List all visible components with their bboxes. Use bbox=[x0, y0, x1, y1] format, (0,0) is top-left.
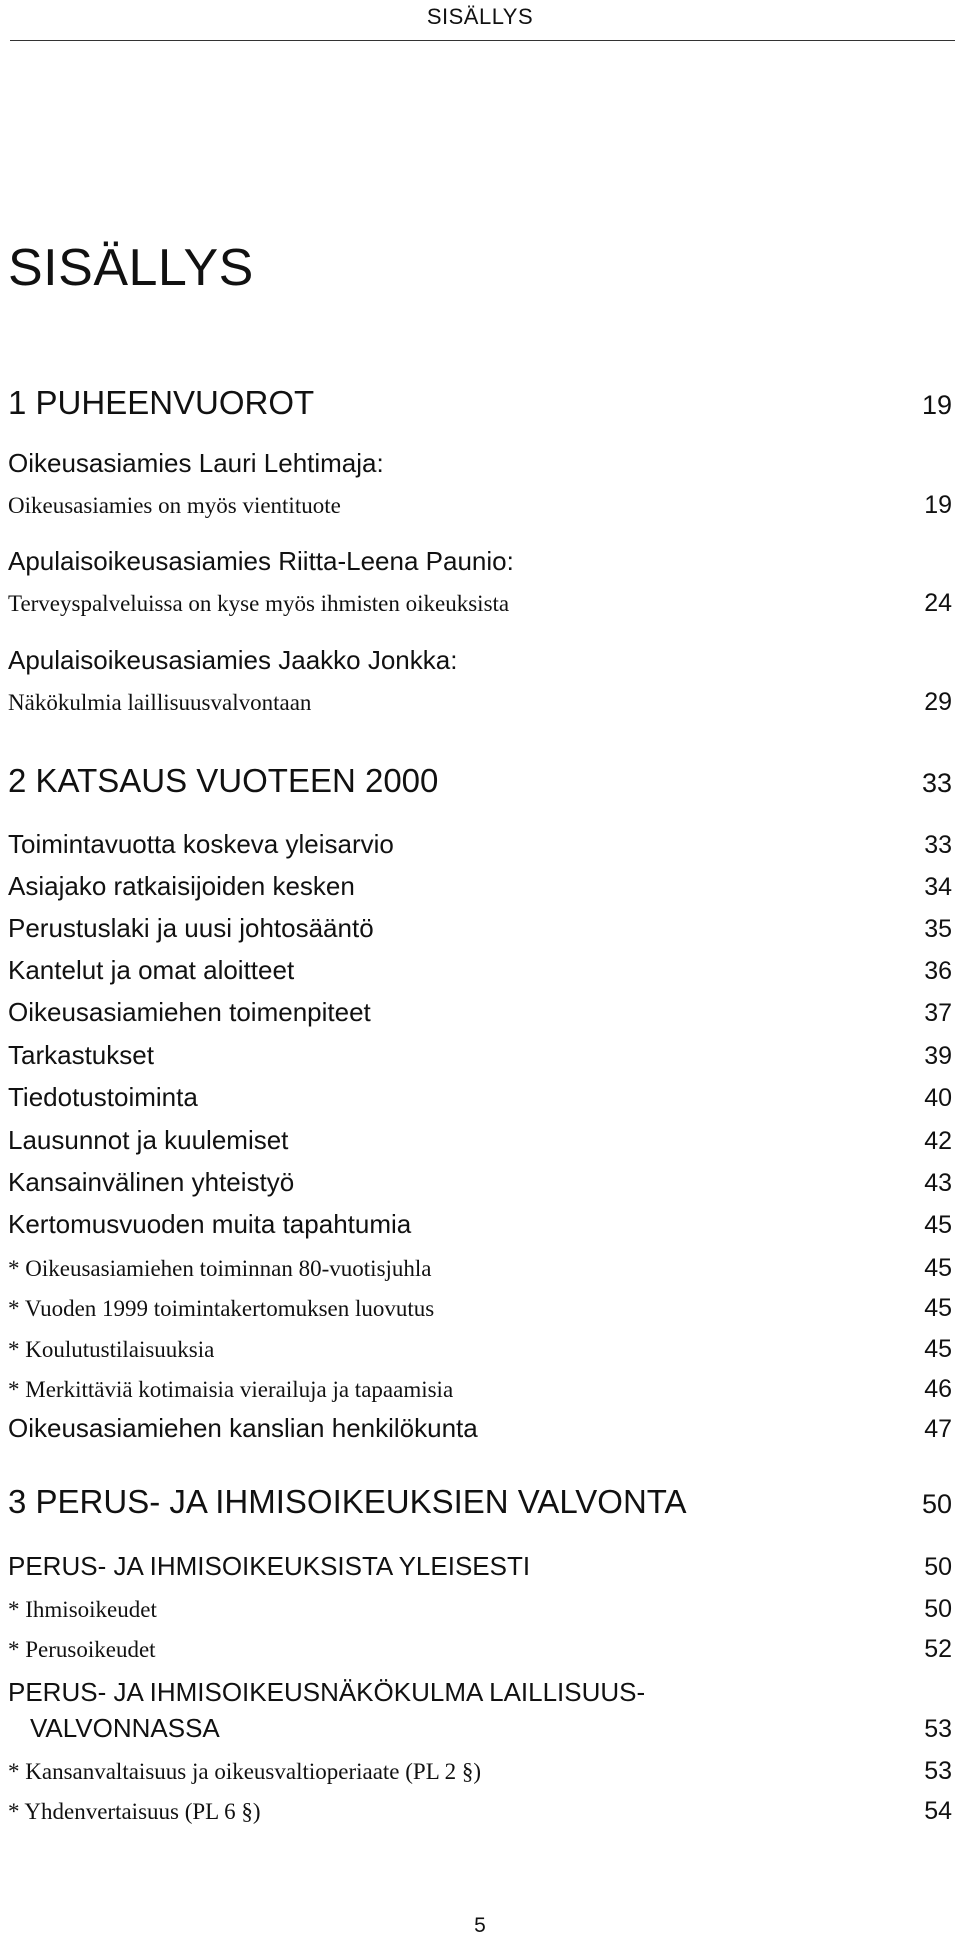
toc-subentry[interactable] bbox=[8, 1797, 952, 1826]
toc-page-number: 45 bbox=[924, 1254, 952, 1282]
toc-page-number: 35 bbox=[924, 915, 952, 943]
toc-page-number: 50 bbox=[921, 1489, 952, 1519]
toc-page-number: 45 bbox=[924, 1294, 952, 1322]
toc-subentry[interactable] bbox=[8, 1294, 952, 1323]
toc-entry-text: * Perusoikeudet bbox=[8, 1637, 156, 1662]
toc-entry-text: Lausunnot ja kuulemiset bbox=[8, 1125, 289, 1155]
toc-entry-text: Perustuslaki ja uusi johtosääntö bbox=[8, 913, 374, 943]
toc-entry[interactable] bbox=[8, 1082, 952, 1113]
toc-page-number: 33 bbox=[921, 768, 952, 798]
toc-entry-text: * Koulutustilaisuuksia bbox=[8, 1337, 215, 1362]
toc-entry-text: * Vuoden 1999 toimintakertomuksen luovutus bbox=[8, 1296, 435, 1321]
toc-entry-text: Kansainvälinen yhteistyö bbox=[8, 1167, 295, 1197]
toc-entry-text-line2: VALVONNASSA bbox=[30, 1713, 220, 1743]
toc-entry[interactable] bbox=[8, 829, 952, 860]
toc-heading-text: 1 PUHEENVUOROT bbox=[8, 384, 315, 421]
toc-page-number: 24 bbox=[924, 589, 952, 617]
toc-subentry[interactable] bbox=[8, 1757, 952, 1786]
toc-entry[interactable] bbox=[8, 589, 952, 618]
toc-entry-text: Tiedotustoiminta bbox=[8, 1082, 198, 1112]
toc-entry[interactable] bbox=[8, 1167, 952, 1198]
toc-page-number: 47 bbox=[924, 1415, 952, 1443]
toc-entry-text: Kantelut ja omat aloitteet bbox=[8, 955, 295, 985]
page-title: SISÄLLYS bbox=[8, 239, 254, 297]
toc-entry-text: * Kansanvaltaisuus ja oikeusvaltioperiaate (PL 2 §) bbox=[8, 1759, 482, 1784]
toc-page-number: 19 bbox=[921, 390, 952, 420]
toc-entry-text: Oikeusasiamiehen kanslian henkilökunta bbox=[8, 1413, 478, 1443]
toc-entry-text: Kertomusvuoden muita tapahtumia bbox=[8, 1209, 412, 1239]
toc-heading-section-2[interactable] bbox=[8, 762, 952, 800]
page-number: 5 bbox=[474, 1914, 486, 1937]
toc-page-number: 40 bbox=[924, 1084, 952, 1112]
toc-subentry[interactable] bbox=[8, 1335, 952, 1364]
toc-page-number: 53 bbox=[924, 1757, 952, 1785]
toc-entry[interactable] bbox=[8, 1551, 952, 1582]
toc-entry[interactable] bbox=[8, 871, 952, 902]
toc-subentry[interactable] bbox=[8, 1254, 952, 1283]
toc-entry-text: * Yhdenvertaisuus (PL 6 §) bbox=[8, 1799, 261, 1824]
toc-page-number: 37 bbox=[924, 999, 952, 1027]
toc-entry[interactable] bbox=[8, 1413, 952, 1444]
header-rule bbox=[10, 40, 955, 41]
toc-page-number: 50 bbox=[924, 1595, 952, 1623]
toc-page-number: 52 bbox=[924, 1635, 952, 1663]
toc-page-number: 53 bbox=[924, 1715, 952, 1743]
toc-entry[interactable] bbox=[8, 1713, 952, 1744]
toc-entry-text: Näkökulmia laillisuusvalvontaan bbox=[8, 690, 312, 715]
toc-entry[interactable] bbox=[8, 913, 952, 944]
toc-page-number: 46 bbox=[924, 1375, 952, 1403]
toc-page-number: 45 bbox=[924, 1335, 952, 1363]
toc-heading-section-1[interactable] bbox=[8, 384, 952, 422]
toc-subentry[interactable] bbox=[8, 1595, 952, 1624]
toc-page-number: 39 bbox=[924, 1042, 952, 1070]
toc-entry[interactable] bbox=[8, 688, 952, 717]
toc-entry-text: Tarkastukset bbox=[8, 1040, 154, 1070]
toc-heading-section-3[interactable] bbox=[8, 1483, 952, 1521]
toc-heading-text: 2 KATSAUS VUOTEEN 2000 bbox=[8, 762, 439, 799]
toc-page-number: 43 bbox=[924, 1169, 952, 1197]
toc-page-number: 42 bbox=[924, 1127, 952, 1155]
toc-entry[interactable] bbox=[8, 1209, 952, 1240]
running-head: SISÄLLYS bbox=[426, 4, 534, 29]
toc-entry-text-line1[interactable]: PERUS- JA IHMISOIKEUSNÄKÖKULMA LAILLISUUS- bbox=[8, 1677, 646, 1707]
toc-entry-text: * Ihmisoikeudet bbox=[8, 1597, 157, 1622]
toc-entry-text: * Oikeusasiamiehen toiminnan 80-vuotisjuhla bbox=[8, 1256, 432, 1281]
toc-entry[interactable] bbox=[8, 997, 952, 1028]
toc-entry-text: Toimintavuotta koskeva yleisarvio bbox=[8, 829, 394, 859]
toc-author: Oikeusasiamies Lauri Lehtimaja: bbox=[8, 448, 384, 478]
toc-entry-text: * Merkittäviä kotimaisia vierailuja ja tapaamisia bbox=[8, 1377, 454, 1402]
toc-page-number: 54 bbox=[924, 1797, 952, 1825]
toc-author: Apulaisoikeusasiamies Jaakko Jonkka: bbox=[8, 645, 458, 675]
toc-page-number: 50 bbox=[924, 1553, 952, 1581]
toc-entry-text: Asiajako ratkaisijoiden kesken bbox=[8, 871, 355, 901]
toc-entry[interactable] bbox=[8, 1040, 952, 1071]
toc-entry[interactable] bbox=[8, 491, 952, 520]
toc-page-number: 36 bbox=[924, 957, 952, 985]
toc-author: Apulaisoikeusasiamies Riitta-Leena Paunio: bbox=[8, 546, 514, 576]
toc-entry[interactable] bbox=[8, 1125, 952, 1156]
toc-entry-text: PERUS- JA IHMISOIKEUKSISTA YLEISESTI bbox=[8, 1551, 531, 1581]
toc-entry-text: Terveyspalveluissa on kyse myös ihmisten oikeuksista bbox=[8, 591, 510, 616]
toc-page-number: 19 bbox=[924, 491, 952, 519]
toc-entry-text: Oikeusasiamiehen toimenpiteet bbox=[8, 997, 371, 1027]
toc-subentry[interactable] bbox=[8, 1375, 952, 1404]
toc-heading-text: 3 PERUS- JA IHMISOIKEUKSIEN VALVONTA bbox=[8, 1483, 687, 1520]
toc-page-number: 33 bbox=[924, 831, 952, 859]
toc-entry-text: Oikeusasiamies on myös vientituote bbox=[8, 493, 341, 518]
toc-page-number: 45 bbox=[924, 1211, 952, 1239]
toc-page-number: 34 bbox=[924, 873, 952, 901]
toc-page-number: 29 bbox=[924, 688, 952, 716]
toc-subentry[interactable] bbox=[8, 1635, 952, 1664]
toc-entry[interactable] bbox=[8, 955, 952, 986]
